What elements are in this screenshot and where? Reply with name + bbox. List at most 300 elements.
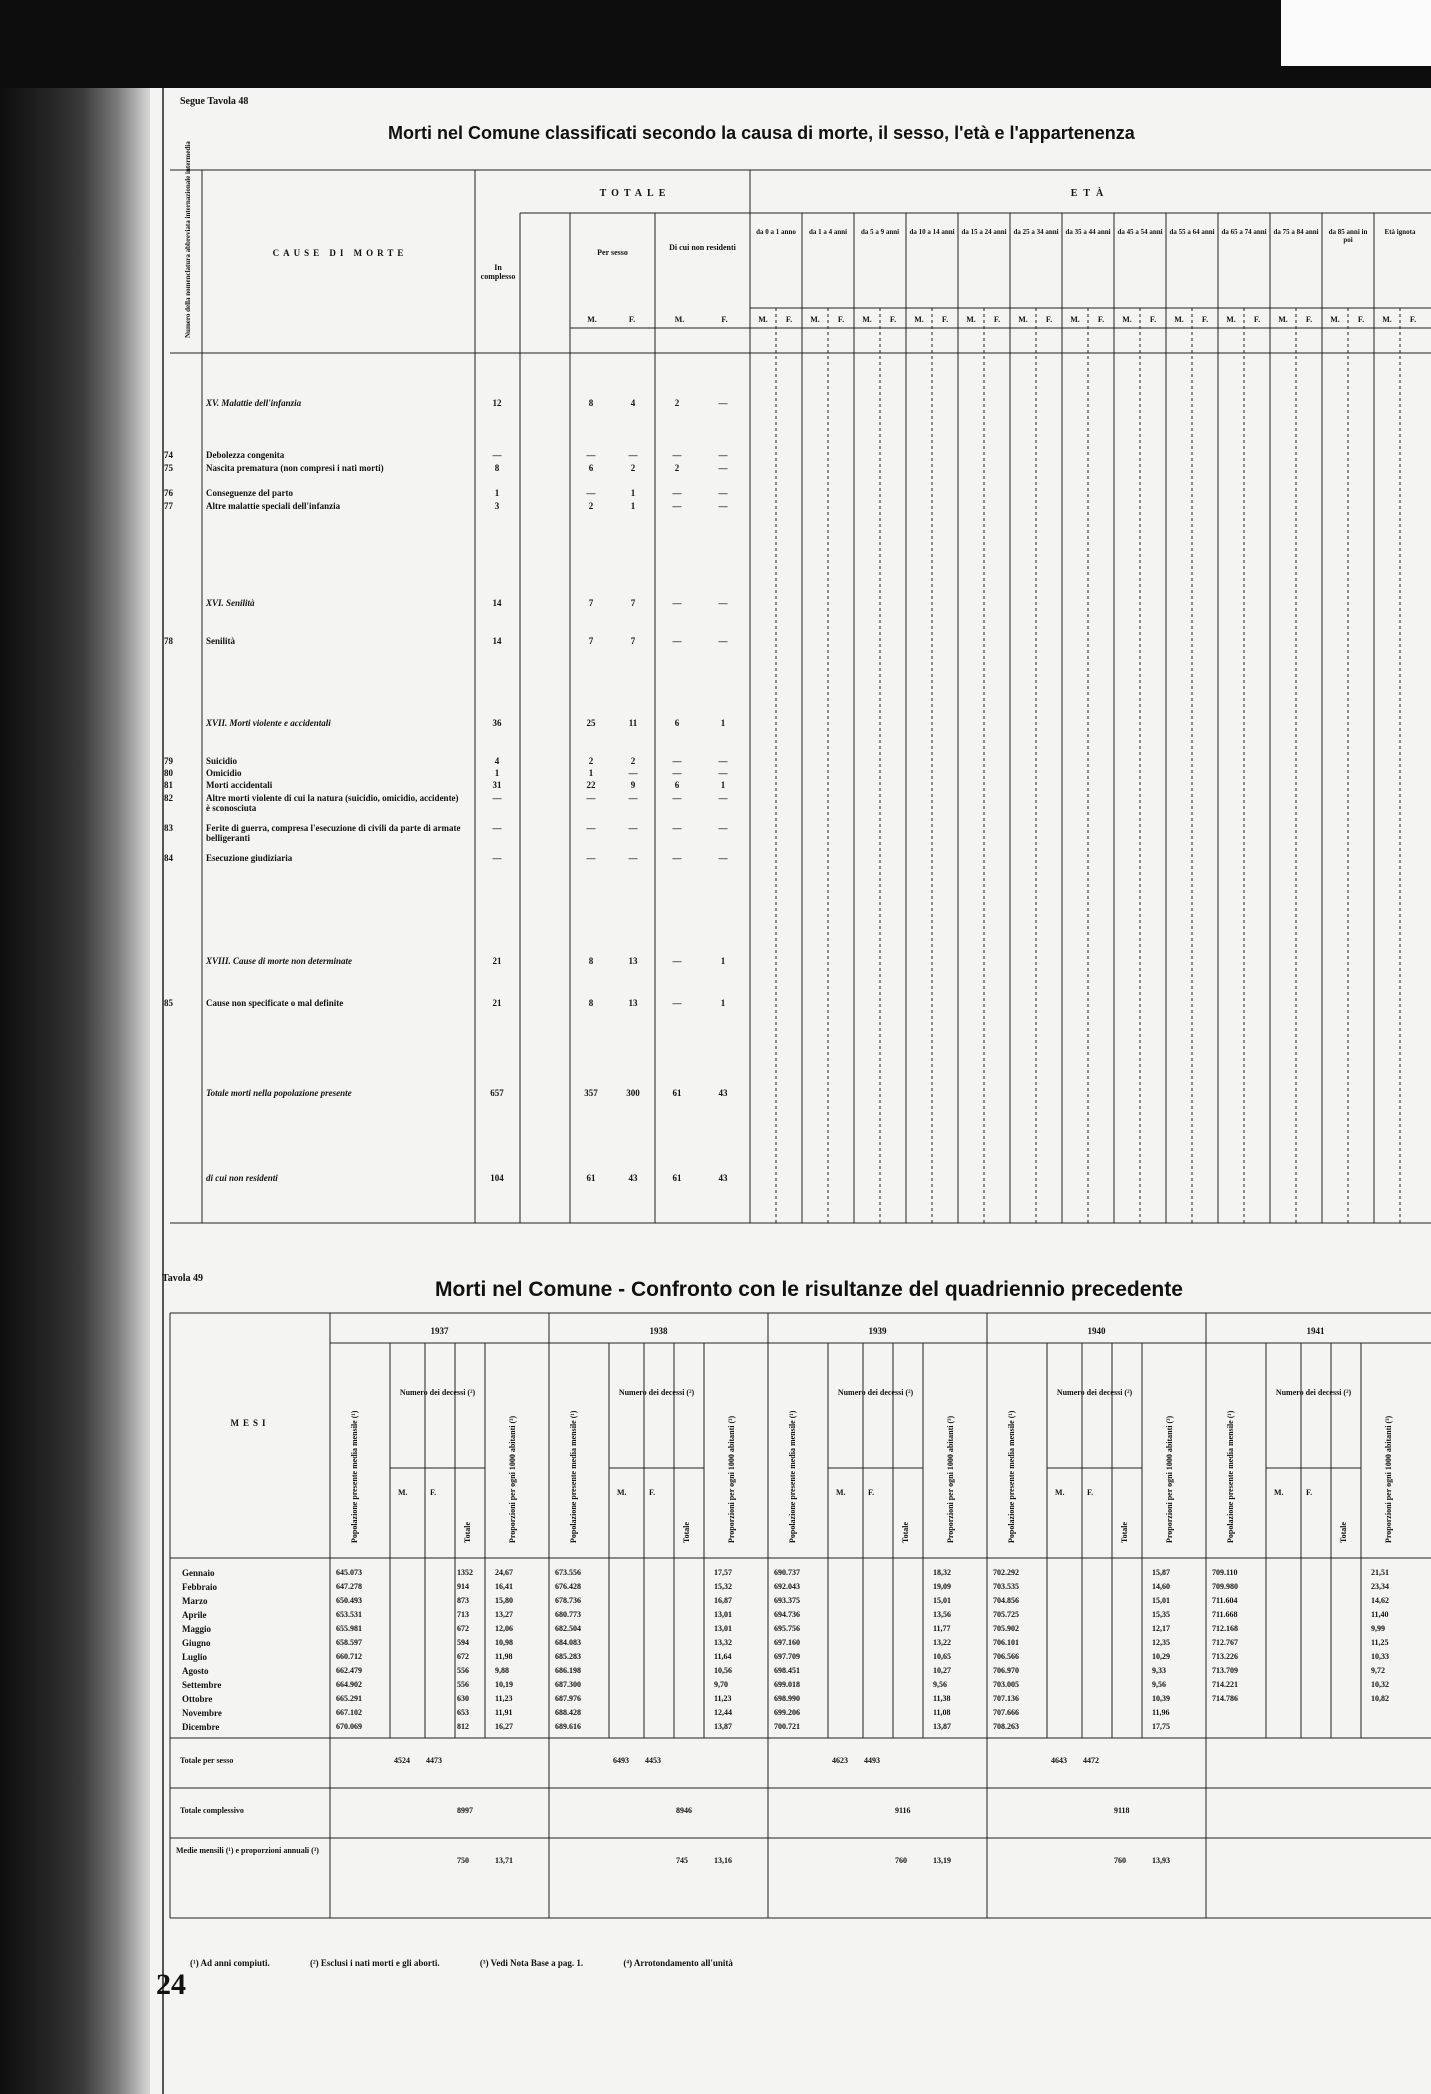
prop-value: 16,41 — [495, 1582, 513, 1591]
prop-value: 11,23 — [495, 1694, 513, 1703]
age-group-header: da 5 a 9 anni — [860, 228, 900, 236]
month-label: Agosto — [182, 1666, 209, 1676]
complessivo-label: Totale complessivo — [180, 1806, 244, 1815]
num-decessi-header: Numero dei decessi (²) — [1275, 1388, 1352, 1397]
m-header: M. — [1174, 315, 1184, 324]
prop-value: 13,87 — [714, 1722, 732, 1731]
m-header: M. — [1122, 315, 1132, 324]
pop-value: 697.160 — [774, 1638, 800, 1647]
tot-value: 812 — [457, 1722, 469, 1731]
m-header: M. — [1018, 315, 1028, 324]
cause-value: 43 — [628, 1173, 638, 1183]
page-number: 24 — [156, 1968, 186, 2001]
pop-value: 699.018 — [774, 1680, 800, 1689]
f-header: F. — [1305, 315, 1313, 324]
pop-value: 687.300 — [555, 1680, 581, 1689]
pop-value: 673.556 — [555, 1568, 581, 1577]
prop-value: 11,25 — [1371, 1638, 1389, 1647]
age-group-header: da 25 a 34 anni — [1013, 228, 1059, 236]
cause-value: — — [586, 853, 596, 863]
cause-value: 2 — [630, 463, 636, 473]
prop-header: Proporzioni per ogni 1000 abitanti (³) — [1165, 1415, 1174, 1543]
pop-value: 705.902 — [993, 1624, 1019, 1633]
cause-value: — — [718, 450, 728, 460]
pop-value: 714.786 — [1212, 1694, 1238, 1703]
cause-value: — — [718, 853, 728, 863]
pop-value: 688.428 — [555, 1708, 581, 1717]
cause-label: Morti accidentali — [206, 780, 273, 790]
prop-value: 11,40 — [1371, 1610, 1389, 1619]
per-sesso-header: Per sesso — [597, 248, 628, 257]
cause-label: Suicidio — [206, 756, 238, 766]
prop-value: 9,56 — [933, 1680, 947, 1689]
cause-label: Conseguenze del parto — [206, 488, 293, 498]
prop-value: 11,08 — [933, 1708, 951, 1717]
pop-value: 645.073 — [336, 1568, 362, 1577]
cause-value: 300 — [626, 1088, 640, 1098]
prop-value: 9,56 — [1152, 1680, 1166, 1689]
pop-value: 684.083 — [555, 1638, 581, 1647]
total-sex-value: 4473 — [426, 1756, 442, 1765]
prop-value: 13,27 — [495, 1610, 513, 1619]
prop-value: 19,09 — [933, 1582, 951, 1591]
cause-value: 1 — [494, 488, 500, 498]
pop-value: 700.721 — [774, 1722, 800, 1731]
m-header: M. — [758, 315, 768, 324]
cause-label: Senilità — [206, 636, 236, 646]
pop-header: Popolazione presente media mensile (¹) — [569, 1410, 578, 1543]
prop-value: 13,32 — [714, 1638, 732, 1647]
cause-value: — — [718, 398, 728, 408]
m-header: M. — [674, 315, 685, 324]
cause-value: 1 — [588, 768, 594, 778]
tot-value: 672 — [457, 1652, 469, 1661]
pop-value: 712.767 — [1212, 1638, 1238, 1647]
complessivo-value: 9118 — [1114, 1806, 1130, 1815]
m-header: M. — [1330, 315, 1340, 324]
footnotes — [190, 1958, 771, 1968]
medie-value: 13,93 — [1152, 1856, 1170, 1865]
cause-value: — — [718, 793, 728, 803]
pop-value: 662.479 — [336, 1666, 362, 1675]
month-label: Dicembre — [182, 1722, 220, 1732]
cause-value: 21 — [492, 998, 502, 1008]
cause-label: Altre malattie speciali dell'infanzia — [206, 501, 341, 511]
age-group-header: da 55 a 64 anni — [1169, 228, 1215, 236]
prop-value: 11,64 — [714, 1652, 732, 1661]
pop-value: 709.980 — [1212, 1582, 1238, 1591]
pop-value: 689.616 — [555, 1722, 581, 1731]
cause-value: 11 — [628, 718, 638, 728]
total-sex-value: 4493 — [864, 1756, 880, 1765]
prop-value: 13,01 — [714, 1624, 732, 1633]
cause-value: — — [718, 463, 728, 473]
eta-header: ETÀ — [1070, 188, 1110, 199]
table1-title: Morti nel Comune classificati secondo la causa di morte, il sesso, l'età e l'appartenenza — [388, 123, 1135, 143]
pop-value: 712.168 — [1212, 1624, 1238, 1633]
prop-value: 9,99 — [1371, 1624, 1385, 1633]
pop-value: 707.136 — [993, 1694, 1019, 1703]
pop-value: 697.709 — [774, 1652, 800, 1661]
cause-value: 22 — [586, 780, 596, 790]
year-header: 1941 — [1306, 1326, 1325, 1336]
f-header: F. — [1201, 315, 1209, 324]
prop-value: 15,80 — [495, 1596, 513, 1605]
cause-value: 104 — [490, 1173, 504, 1183]
prop-value: 11,98 — [495, 1652, 513, 1661]
cause-value: — — [672, 956, 682, 966]
pop-value: 693.375 — [774, 1596, 800, 1605]
footnote-1: (¹) Ad anni compiuti. — [190, 1958, 270, 1968]
prop-value: 15,87 — [1152, 1568, 1170, 1577]
m-header: M. — [1278, 315, 1288, 324]
cause-code: 79 — [164, 756, 173, 766]
pop-value: 713.226 — [1212, 1652, 1238, 1661]
cause-code: 82 — [164, 793, 173, 803]
medie-value: 745 — [676, 1856, 688, 1865]
prop-value: 12,35 — [1152, 1638, 1170, 1647]
f-header: F. — [889, 315, 897, 324]
totale-header: Totale — [901, 1521, 910, 1543]
pop-value: 706.970 — [993, 1666, 1019, 1675]
cause-value: 6 — [674, 718, 680, 728]
prop-value: 11,96 — [1152, 1708, 1170, 1717]
tot-value: 1352 — [457, 1568, 473, 1577]
cause-value: 8 — [588, 398, 594, 408]
cause-value: — — [718, 768, 728, 778]
m-header: M. — [617, 1488, 627, 1497]
pop-value: 653.531 — [336, 1610, 362, 1619]
cause-label: XVI. Senilità — [206, 598, 255, 608]
cause-value: 61 — [586, 1173, 596, 1183]
age-group-header: da 85 anni in poi — [1328, 228, 1368, 244]
cause-value: 2 — [588, 501, 594, 511]
prop-value: 12,06 — [495, 1624, 513, 1633]
total-sex-value: 4453 — [645, 1756, 661, 1765]
prop-value: 24,67 — [495, 1568, 513, 1577]
cause-label: Omicidio — [206, 768, 242, 778]
cause-value: 8 — [588, 998, 594, 1008]
pop-value: 702.292 — [993, 1568, 1019, 1577]
pop-value: 680.773 — [555, 1610, 581, 1619]
table2-label: Tavola 49 — [162, 1273, 204, 1284]
prop-value: 10,32 — [1371, 1680, 1389, 1689]
cause-value: 13 — [628, 998, 638, 1008]
month-label: Luglio — [182, 1652, 208, 1662]
m-header: M. — [966, 315, 976, 324]
non-residenti-header: Di cui non residenti — [669, 243, 736, 252]
f-header: F. — [649, 1488, 656, 1497]
prop-header: Proporzioni per ogni 1000 abitanti (³) — [727, 1415, 736, 1543]
cause-code: 76 — [164, 488, 173, 498]
pop-value: 670.069 — [336, 1722, 362, 1731]
cause-value: 14 — [492, 598, 502, 608]
cause-value: — — [718, 756, 728, 766]
cause-value: — — [628, 823, 638, 833]
medie-label: Medie mensili (¹) e proporzioni annuali (³) — [176, 1846, 319, 1855]
complessivo-value: 8946 — [676, 1806, 692, 1815]
prop-value: 16,87 — [714, 1596, 732, 1605]
pop-value: 714.221 — [1212, 1680, 1238, 1689]
cause-value: 21 — [492, 956, 502, 966]
cause-value: 7 — [588, 636, 594, 646]
prop-header: Proporzioni per ogni 1000 abitanti (³) — [508, 1415, 517, 1543]
cause-value: 9 — [630, 780, 636, 790]
cause-value: 3 — [494, 501, 500, 511]
cause-label: XVII. Morti violente e accidentali — [206, 718, 331, 728]
pop-value: 698.451 — [774, 1666, 800, 1675]
age-group-header: da 0 a 1 anno — [756, 228, 796, 236]
medie-value: 13,71 — [495, 1856, 513, 1865]
prop-value: 14,62 — [1371, 1596, 1389, 1605]
age-group-header: da 75 a 84 anni — [1273, 228, 1319, 236]
totale-header: Totale — [1339, 1521, 1348, 1543]
cause-value: 31 — [492, 780, 502, 790]
prop-value: 11,77 — [933, 1624, 951, 1633]
f-header: F. — [868, 1488, 875, 1497]
pop-value: 711.604 — [1212, 1596, 1238, 1605]
cause-code: 85 — [164, 998, 173, 1008]
tot-value: 594 — [457, 1638, 469, 1647]
cause-value: — — [718, 501, 728, 511]
m-header: M. — [398, 1488, 408, 1497]
cause-value: 7 — [630, 598, 636, 608]
cause-value: 6 — [588, 463, 594, 473]
cause-value: — — [492, 793, 502, 803]
pop-value: 664.902 — [336, 1680, 362, 1689]
cause-code: 81 — [164, 780, 173, 790]
cause-label: Totale morti nella popolazione presente — [206, 1088, 352, 1098]
complessivo-value: 9116 — [895, 1806, 911, 1815]
cause-value: — — [718, 488, 728, 498]
cause-value: — — [492, 853, 502, 863]
prop-value: 9,70 — [714, 1680, 728, 1689]
prop-value: 17,57 — [714, 1568, 732, 1577]
f-header: F. — [1045, 315, 1053, 324]
pop-value: 703.005 — [993, 1680, 1019, 1689]
cause-value: 657 — [490, 1088, 504, 1098]
cause-value: — — [672, 450, 682, 460]
cause-value: — — [628, 853, 638, 863]
f-header: F. — [941, 315, 949, 324]
prop-value: 10,82 — [1371, 1694, 1389, 1703]
f-header: F. — [1306, 1488, 1313, 1497]
cause-value: 2 — [674, 463, 680, 473]
cause-value: 2 — [674, 398, 680, 408]
f-header: F. — [430, 1488, 437, 1497]
month-label: Novembre — [182, 1708, 222, 1718]
cause-value: — — [672, 793, 682, 803]
cause-value: — — [672, 488, 682, 498]
pop-value: 706.101 — [993, 1638, 1019, 1647]
age-group-header: da 35 a 44 anni — [1065, 228, 1111, 236]
total-sex-value: 4643 — [1051, 1756, 1067, 1765]
tot-value: 653 — [457, 1708, 469, 1717]
tot-value: 914 — [457, 1582, 469, 1591]
f-header: F. — [837, 315, 845, 324]
cause-label: XV. Malattie dell'infanzia — [206, 398, 302, 408]
cause-value: 8 — [588, 956, 594, 966]
footnote-2: (²) Esclusi i nati morti e gli aborti. — [309, 1958, 440, 1968]
tot-value: 556 — [457, 1680, 469, 1689]
book-spine — [0, 88, 150, 2094]
pop-value: 709.110 — [1212, 1568, 1238, 1577]
prop-value: 9,33 — [1152, 1666, 1166, 1675]
month-label: Giugno — [182, 1638, 211, 1648]
pop-header: Popolazione presente media mensile (¹) — [350, 1410, 359, 1543]
cause-value: 43 — [718, 1173, 728, 1183]
f-header: F. — [628, 315, 636, 324]
cause-value: 7 — [630, 636, 636, 646]
cause-value: 1 — [630, 501, 636, 511]
prop-value: 15,01 — [933, 1596, 951, 1605]
total-sex-value: 6493 — [613, 1756, 629, 1765]
cause-value: 12 — [492, 398, 502, 408]
cause-code: 77 — [164, 501, 173, 511]
cause-value: 1 — [630, 488, 636, 498]
pop-value: 698.990 — [774, 1694, 800, 1703]
cause-label: XVIII. Cause di morte non determinate — [206, 956, 353, 966]
cause-value: — — [628, 793, 638, 803]
medie-value: 13,16 — [714, 1856, 732, 1865]
pop-value: 687.976 — [555, 1694, 581, 1703]
cause-code: 83 — [164, 823, 173, 833]
cause-value: — — [672, 636, 682, 646]
prop-value: 17,75 — [1152, 1722, 1170, 1731]
month-label: Aprile — [182, 1610, 207, 1620]
prop-value: 14,60 — [1152, 1582, 1170, 1591]
cause-value: — — [628, 450, 638, 460]
prop-value: 15,35 — [1152, 1610, 1170, 1619]
prop-value: 18,32 — [933, 1568, 951, 1577]
m-header: M. — [836, 1488, 846, 1497]
age-group-header: da 45 a 54 anni — [1117, 228, 1163, 236]
cause-value: 8 — [494, 463, 500, 473]
pop-header: Popolazione presente media mensile (¹) — [1007, 1410, 1016, 1543]
cause-value: 1 — [720, 956, 726, 966]
medie-value: 760 — [1114, 1856, 1126, 1865]
in-complesso-header: In complesso — [480, 263, 516, 281]
year-header: 1937 — [430, 1326, 449, 1336]
cause-value: — — [586, 793, 596, 803]
prop-header: Proporzioni per ogni 1000 abitanti (³) — [946, 1415, 955, 1543]
num-decessi-header: Numero dei decessi (²) — [399, 1388, 476, 1397]
cause-label: di cui non residenti — [206, 1173, 278, 1183]
cause-value: — — [672, 853, 682, 863]
prop-value: 11,91 — [495, 1708, 513, 1717]
pop-value: 676.428 — [555, 1582, 581, 1591]
pop-value: 704.856 — [993, 1596, 1019, 1605]
cause-value: — — [672, 598, 682, 608]
medie-value: 760 — [895, 1856, 907, 1865]
year-header: 1940 — [1087, 1326, 1106, 1336]
cause-code: 80 — [164, 768, 173, 778]
col-cause-header: CAUSE DI MORTE — [272, 248, 408, 258]
pop-value: 690.737 — [774, 1568, 800, 1577]
cause-value: — — [718, 636, 728, 646]
total-sex-value: 4524 — [394, 1756, 410, 1765]
m-header: M. — [1382, 315, 1392, 324]
cause-label: Ferite di guerra, compresa l'esecuzione di civili da parte di armate belligeranti — [206, 823, 461, 844]
pop-value: 658.597 — [336, 1638, 362, 1647]
month-label: Settembre — [182, 1680, 222, 1690]
year-header: 1938 — [649, 1326, 668, 1336]
totale-header: Totale — [463, 1521, 472, 1543]
age-group-header: da 15 a 24 anni — [961, 228, 1007, 236]
table2-title: Morti nel Comune - Confronto con le risultanze del quadriennio precedente — [435, 1278, 1183, 1301]
age-group-header: da 10 a 14 anni — [909, 228, 955, 236]
m-header: M. — [862, 315, 872, 324]
cause-label: Debolezza congenita — [206, 450, 285, 460]
pop-value: 647.278 — [336, 1582, 362, 1591]
medie-value: 13,19 — [933, 1856, 951, 1865]
totals-label: Totale per sesso — [180, 1756, 234, 1765]
prop-value: 13,01 — [714, 1610, 732, 1619]
pop-value: 650.493 — [336, 1596, 362, 1605]
cause-value: 2 — [588, 756, 594, 766]
cause-value: — — [586, 450, 596, 460]
f-header: F. — [1149, 315, 1157, 324]
prop-value: 23,34 — [1371, 1582, 1389, 1591]
cause-value: 1 — [720, 998, 726, 1008]
footnote-4: (⁴) Arrotondamento all'unità — [623, 1958, 733, 1968]
pop-header: Popolazione presente media mensile (¹) — [788, 1410, 797, 1543]
cause-value: 36 — [492, 718, 502, 728]
pop-value: 705.725 — [993, 1610, 1019, 1619]
pop-value: 692.043 — [774, 1582, 800, 1591]
cause-value: — — [672, 501, 682, 511]
prop-value: 10,29 — [1152, 1652, 1170, 1661]
prop-value: 10,39 — [1152, 1694, 1170, 1703]
cause-value: — — [672, 756, 682, 766]
tot-value: 630 — [457, 1694, 469, 1703]
running-head: Segue Tavola 48 — [180, 96, 249, 107]
prop-value: 10,56 — [714, 1666, 732, 1675]
pop-value: 711.668 — [1212, 1610, 1238, 1619]
prop-value: 21,51 — [1371, 1568, 1389, 1577]
total-sex-value: 4472 — [1083, 1756, 1099, 1765]
cause-value: 13 — [628, 956, 638, 966]
pop-value: 682.504 — [555, 1624, 581, 1633]
top-dark-border — [0, 0, 1431, 88]
prop-value: 11,23 — [714, 1694, 732, 1703]
total-sex-value: 4623 — [832, 1756, 848, 1765]
pop-value: 655.981 — [336, 1624, 362, 1633]
cause-value: 25 — [586, 718, 596, 728]
month-label: Maggio — [182, 1624, 211, 1634]
pop-value: 686.198 — [555, 1666, 581, 1675]
pop-value: 660.712 — [336, 1652, 362, 1661]
m-header: M. — [914, 315, 924, 324]
f-header: F. — [1357, 315, 1365, 324]
pop-value: 667.102 — [336, 1708, 362, 1717]
cause-value: — — [672, 823, 682, 833]
cause-value: 4 — [630, 398, 636, 408]
prop-value: 13,22 — [933, 1638, 951, 1647]
f-header: F. — [721, 315, 728, 324]
pop-value: 695.756 — [774, 1624, 800, 1633]
prop-value: 12,44 — [714, 1708, 732, 1717]
pop-value: 665.291 — [336, 1694, 362, 1703]
tot-value: 556 — [457, 1666, 469, 1675]
tot-value: 672 — [457, 1624, 469, 1633]
f-header: F. — [1253, 315, 1261, 324]
pop-value: 685.283 — [555, 1652, 581, 1661]
cause-value: — — [586, 823, 596, 833]
totale-header: Totale — [682, 1521, 691, 1543]
num-decessi-header: Numero dei decessi (²) — [618, 1388, 695, 1397]
cause-value: 43 — [718, 1088, 728, 1098]
